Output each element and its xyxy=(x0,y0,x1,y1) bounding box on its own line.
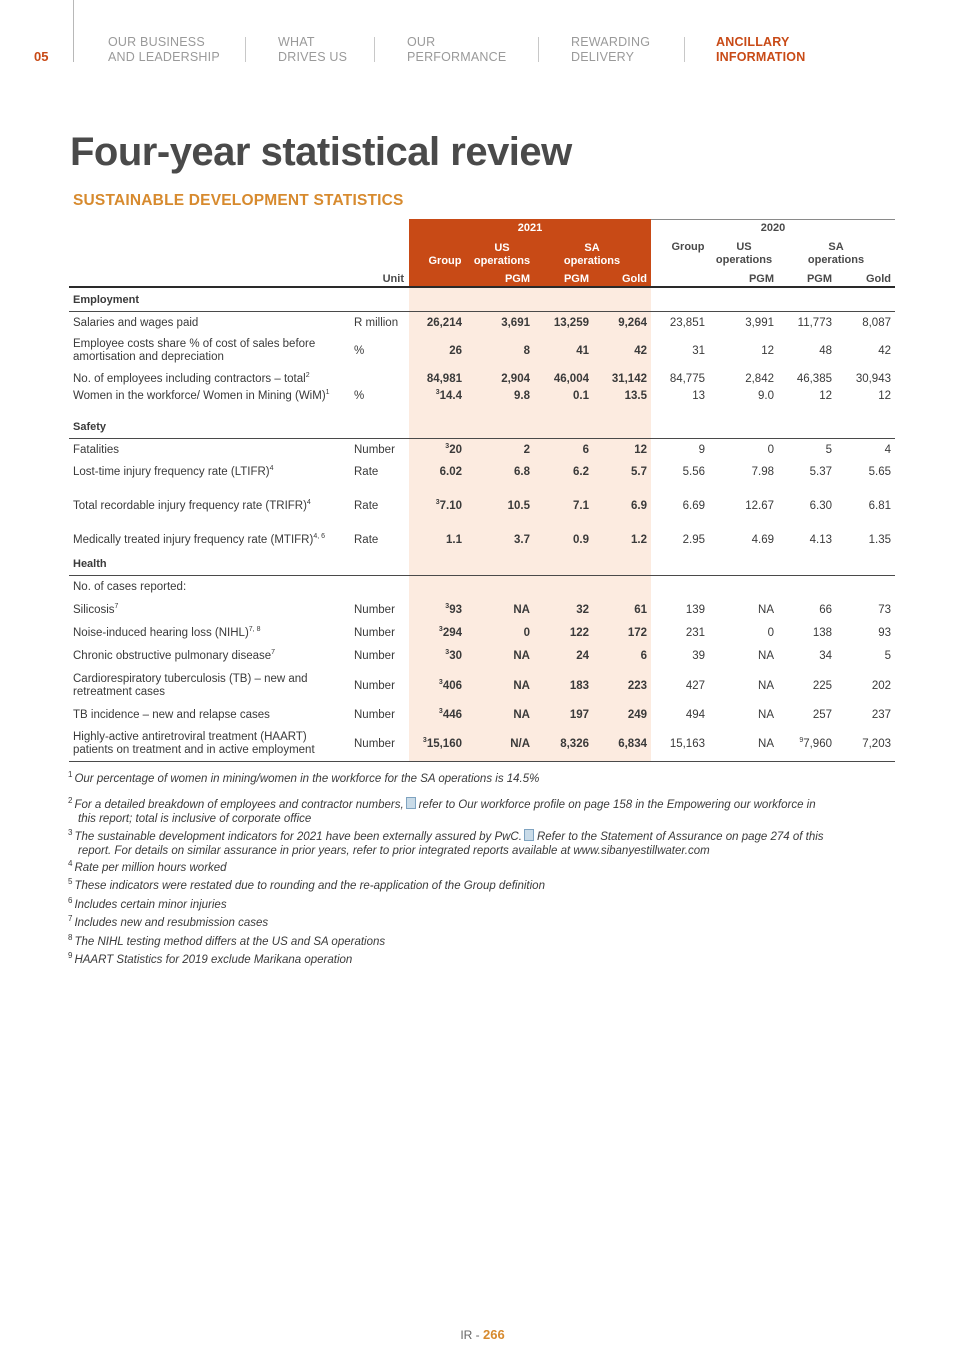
footer-page-number: 266 xyxy=(482,1327,505,1342)
row-unit: Number xyxy=(354,444,395,456)
col-header-unit: Unit xyxy=(382,273,404,285)
table-cell: 6 xyxy=(582,444,589,456)
footnote-3: $^3$ The sustainable development indicators for 2021 have been externally assured by PwC. Refer to the Statement of Assurance on page 274 of this report. For details on similar assurance in prior years, refer to prior integrated reports available at www.sibanyestillwater.com xyxy=(68,828,824,857)
table-cell: 2.95 xyxy=(682,534,705,546)
table-cell: 6.81 xyxy=(868,500,891,512)
table-cell: 7.98 xyxy=(751,466,774,478)
nav-label: AND LEADERSHIP xyxy=(108,50,220,64)
nav-label: INFORMATION xyxy=(716,50,806,64)
row-label: Salaries and wages paid xyxy=(73,317,199,329)
row-label: Highly-active antiretroviral treatment (HAART) patients on treatment and in active employment xyxy=(73,731,315,756)
table-cell: 0.1 xyxy=(573,390,589,402)
page-title: Four-year statistical review xyxy=(70,130,572,174)
table-cell: 32 xyxy=(576,604,589,616)
table-cell: 2,904 xyxy=(501,373,530,385)
sub-header-sa-pgm-2020: PGM xyxy=(806,273,832,285)
footnote-6: $^6$ Includes certain minor injuries xyxy=(68,896,227,911)
sub-header-gold-2021: Gold xyxy=(621,273,647,285)
table-cell: 1.35 xyxy=(868,534,891,546)
row-unit: Number xyxy=(354,604,395,616)
footer-prefix: IR - xyxy=(460,1328,483,1342)
nav-rewarding-delivery[interactable] xyxy=(571,35,650,65)
col-header-us-2021: US xyxy=(494,242,510,254)
table-cell: 5.65 xyxy=(868,466,891,478)
table-cell: 9 xyxy=(698,444,705,456)
section-rule xyxy=(69,575,895,576)
table-cell: 6 xyxy=(640,650,647,662)
table-cell: 73 xyxy=(878,604,891,616)
table-cell: 61 xyxy=(634,604,647,616)
sub-header-gold-2020: Gold xyxy=(865,273,891,285)
table-cell: 46,004 xyxy=(553,373,589,385)
col-header-us-2021-sub: operations xyxy=(473,255,531,267)
table-cell: $^3$20 xyxy=(445,443,462,456)
table-cell: 41 xyxy=(576,345,589,357)
nav-our-business[interactable] xyxy=(108,35,220,65)
row-label: Silicosis$^7$ xyxy=(73,603,119,616)
table-cell: 1.1 xyxy=(446,534,462,546)
section-employment: Employment xyxy=(73,294,140,306)
row-unit: R million xyxy=(354,317,399,329)
table-cell: 13.5 xyxy=(624,390,647,402)
col-header-us-2020: US xyxy=(736,241,752,253)
table-cell: 138 xyxy=(812,627,832,639)
sub-header-us-pgm-2020: PGM xyxy=(748,273,774,285)
year-2021-label: 2021 xyxy=(517,222,543,234)
row-unit: Rate xyxy=(354,500,379,512)
header-rule xyxy=(651,219,895,220)
col-header-sa-2020-sub: operations xyxy=(807,254,865,266)
table-cell: 8 xyxy=(523,345,530,357)
table-cell: 3,691 xyxy=(501,317,530,329)
table-cell: 6,834 xyxy=(618,738,647,750)
table-cell: 5 xyxy=(825,444,832,456)
document-icon[interactable] xyxy=(406,797,416,809)
table-cell: 12 xyxy=(819,390,832,402)
table-cell: 0 xyxy=(767,627,774,639)
table-cell: 12 xyxy=(634,444,647,456)
section-rule xyxy=(69,311,895,312)
table-cell: 183 xyxy=(569,680,589,692)
row-unit: Rate xyxy=(354,534,379,546)
row-unit: % xyxy=(354,390,365,402)
table-cell: $^3$30 xyxy=(445,649,462,662)
table-cell: NA xyxy=(513,650,530,662)
nav-separator xyxy=(684,37,685,62)
table-cell: $^3$294 xyxy=(438,626,462,639)
table-cell: 46,385 xyxy=(796,373,832,385)
table-cell: 0 xyxy=(523,627,530,639)
section-subtitle: SUSTAINABLE DEVELOPMENT STATISTICS xyxy=(73,192,404,209)
table-cell: 5.37 xyxy=(809,466,832,478)
section-safety: Safety xyxy=(73,421,107,433)
footnote-2: $^2$ For a detailed breakdown of employees and contractor numbers, refer to Our workforce profile on page 158 in the Empowering our workforce in this report; total is inclusive of corporate office xyxy=(68,796,816,825)
table-cell: NA xyxy=(513,680,530,692)
table-cell: $^9$7,960 xyxy=(799,737,832,750)
nav-separator xyxy=(245,37,246,62)
table-cell: 12 xyxy=(761,345,774,357)
nav-label: DRIVES US xyxy=(278,50,348,64)
table-cell: 66 xyxy=(819,604,832,616)
nav-label: ANCILLARY xyxy=(716,35,790,49)
table-cell: 30,943 xyxy=(855,373,891,385)
section-health: Health xyxy=(73,558,107,570)
table-cell: 0.9 xyxy=(573,534,589,546)
table-cell: 5 xyxy=(884,650,891,662)
table-cell: 2,842 xyxy=(745,373,774,385)
nav-our-performance[interactable] xyxy=(407,35,506,65)
table-cell: NA xyxy=(758,738,774,750)
section-number: 05 xyxy=(34,49,49,64)
table-cell: NA xyxy=(513,709,530,721)
table-cell: 2 xyxy=(523,444,530,456)
row-label: Women in the workforce/ Women in Mining (WiM)$^1$ xyxy=(73,389,330,402)
table-cell: NA xyxy=(758,604,774,616)
table-cell: NA xyxy=(758,650,774,662)
nav-label: OUR BUSINESS xyxy=(108,35,205,49)
table-cell: 6.02 xyxy=(439,466,462,478)
col-header-sa-2021-sub: operations xyxy=(563,255,621,267)
table-cell: 9,264 xyxy=(618,317,647,329)
sub-header-us-pgm-2021: PGM xyxy=(504,273,530,285)
table-cell: $^3$93 xyxy=(445,603,462,616)
row-label: Medically treated injury frequency rate (MTIFR)$^{4, 6}$ xyxy=(73,533,325,546)
table-cell: 24 xyxy=(576,650,589,662)
table-cell: 249 xyxy=(627,709,647,721)
col-header-us-2020-sub: operations xyxy=(715,254,773,266)
table-cell: 202 xyxy=(871,680,891,692)
table-cell: NA xyxy=(513,604,530,616)
table-cell: $^3$14.4 xyxy=(435,389,462,402)
table-cell: $^3$406 xyxy=(438,679,462,692)
table-cell: 225 xyxy=(812,680,832,692)
table-cell: 93 xyxy=(878,627,891,639)
sub-header-sa-pgm-2021: PGM xyxy=(563,273,589,285)
table-cell: 197 xyxy=(569,709,589,721)
table-cell: 1.2 xyxy=(631,534,647,546)
col-header-group-2021: Group xyxy=(428,255,462,267)
table-cell: 4 xyxy=(884,444,891,456)
row-label: Cardiorespiratory tuberculosis (TB) – new and retreatment cases xyxy=(73,673,308,698)
footnote-9: $^9$ HAART Statistics for 2019 exclude Marikana operation xyxy=(68,951,353,966)
row-unit: Number xyxy=(354,738,395,750)
table-cell: 9.8 xyxy=(514,390,530,402)
nav-label: DELIVERY xyxy=(571,50,635,64)
table-cell: 122 xyxy=(569,627,589,639)
table-cell: 237 xyxy=(871,709,891,721)
footnote-1: $^1$ Our percentage of women in mining/women in the workforce for the SA operations is 14.5% xyxy=(68,770,540,785)
table-cell: 42 xyxy=(878,345,891,357)
table-cell: 6.9 xyxy=(631,500,647,512)
table-cell: 13 xyxy=(692,390,705,402)
nav-label: WHAT xyxy=(278,35,315,49)
table-cell: 10.5 xyxy=(507,500,530,512)
table-cell: 12 xyxy=(878,390,891,402)
row-label: Lost-time injury frequency rate (LTIFR)$^4$ xyxy=(73,465,274,478)
table-cell: 12.67 xyxy=(745,500,774,512)
table-cell: 34 xyxy=(819,650,832,662)
header-divider xyxy=(73,0,74,62)
table-cell: 31,142 xyxy=(611,373,647,385)
row-unit: Number xyxy=(354,627,395,639)
table-cell: 8,326 xyxy=(560,738,589,750)
table-cell: 84,981 xyxy=(426,373,462,385)
table-cell: 4.13 xyxy=(809,534,832,546)
year-2020-label: 2020 xyxy=(760,222,786,234)
nav-separator xyxy=(374,37,375,62)
row-unit: Number xyxy=(354,680,395,692)
header-bottom-rule xyxy=(69,286,895,288)
col-header-sa-2021: SA xyxy=(584,242,600,254)
nav-separator xyxy=(538,37,539,62)
row-label: TB incidence – new and relapse cases xyxy=(73,709,270,721)
nav-what-drives-us[interactable] xyxy=(278,35,347,65)
footnote-8: $^8$ The NIHL testing method differs at the US and SA operations xyxy=(68,933,386,948)
page-footer xyxy=(0,1327,965,1342)
table-cell: $^3$15,160 xyxy=(422,737,462,750)
col-header-sa-2020: SA xyxy=(828,241,844,253)
table-cell: 494 xyxy=(685,709,705,721)
table-bottom-rule xyxy=(69,761,895,762)
table-cell: 4.69 xyxy=(751,534,774,546)
row-unit: Number xyxy=(354,650,395,662)
footnote-5: $^5$ These indicators were restated due to rounding and the re-application of the Group definition xyxy=(68,877,545,892)
table-cell: 223 xyxy=(627,680,647,692)
table-cell: 42 xyxy=(634,345,647,357)
table-cell: 84,775 xyxy=(669,373,705,385)
col-header-group-2020: Group xyxy=(671,241,705,253)
table-cell: 23,851 xyxy=(669,317,705,329)
table-cell: 172 xyxy=(627,627,647,639)
table-cell: 7.1 xyxy=(573,500,589,512)
table-cell: 3,991 xyxy=(745,317,774,329)
table-cell: 427 xyxy=(685,680,705,692)
table-cell: $^3$7.10 xyxy=(435,499,462,512)
table-cell: 231 xyxy=(685,627,705,639)
row-label: Employee costs share % of cost of sales before amortisation and depreciation xyxy=(73,338,316,363)
table-cell: 26 xyxy=(449,345,462,357)
row-label: Fatalities xyxy=(73,444,120,456)
row-label: Chronic obstructive pulmonary disease$^7$ xyxy=(73,649,276,662)
table-cell: 5.7 xyxy=(631,466,647,478)
table-cell: NA xyxy=(758,709,774,721)
row-label: Total recordable injury frequency rate (TRIFR)$^4$ xyxy=(73,499,311,512)
table-cell: 257 xyxy=(812,709,832,721)
table-cell: 13,259 xyxy=(553,317,589,329)
table-cell: 8,087 xyxy=(862,317,891,329)
nav-label: REWARDING xyxy=(571,35,651,49)
table-cell: 11,773 xyxy=(797,317,832,329)
table-cell: 6.2 xyxy=(573,466,589,478)
row-unit: Rate xyxy=(354,466,379,478)
table-cell: 48 xyxy=(819,345,832,357)
table-cell: 5.56 xyxy=(682,466,705,478)
table-cell: 9.0 xyxy=(758,390,774,402)
table-cell: 3.7 xyxy=(514,534,530,546)
table-cell: 6.8 xyxy=(514,466,530,478)
table-cell: N/A xyxy=(510,738,530,750)
table-cell: 26,214 xyxy=(426,317,462,329)
table-cell: 6.30 xyxy=(809,500,832,512)
table-cell: 139 xyxy=(685,604,705,616)
table-cell: 15,163 xyxy=(669,738,705,750)
footnote-7: $^7$ Includes new and resubmission cases xyxy=(68,914,269,929)
table-cell: 0 xyxy=(767,444,774,456)
row-label: No. of cases reported: xyxy=(73,581,187,593)
document-icon[interactable] xyxy=(524,829,534,841)
row-unit: Number xyxy=(354,709,395,721)
footnote-4: $^4$ Rate per million hours worked xyxy=(68,859,227,874)
nav-label: OUR xyxy=(407,35,436,49)
table-cell: $^3$446 xyxy=(438,708,462,721)
nav-label: PERFORMANCE xyxy=(407,50,507,64)
row-label: No. of employees including contractors – total$^2$ xyxy=(73,372,310,385)
nav-ancillary-information[interactable] xyxy=(716,35,805,65)
table-cell: 6.69 xyxy=(682,500,705,512)
table-cell: 39 xyxy=(692,650,705,662)
row-label: Noise-induced hearing loss (NIHL)$^{7, 8}$ xyxy=(73,626,261,639)
table-cell: 7,203 xyxy=(862,738,891,750)
table-cell: 31 xyxy=(692,345,705,357)
section-rule xyxy=(69,438,895,439)
table-cell: NA xyxy=(758,680,774,692)
row-unit: % xyxy=(354,345,365,357)
